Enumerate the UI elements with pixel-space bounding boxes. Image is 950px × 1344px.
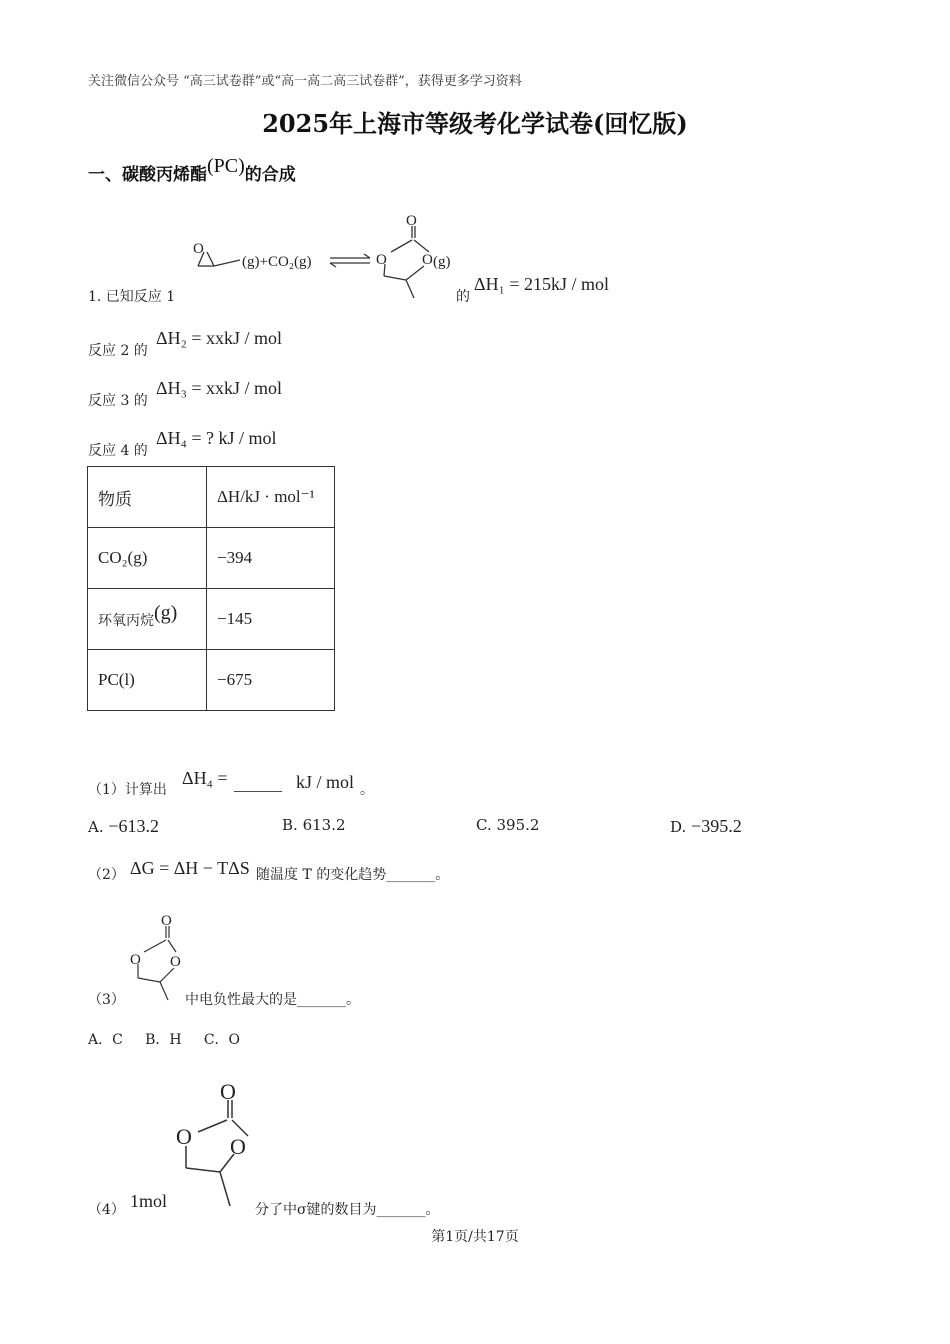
table-row (88, 589, 335, 650)
sub4-prefix: （4） (88, 1202, 125, 1218)
svg-text:O: O (220, 1079, 236, 1104)
option-c: C. 395.2 (476, 816, 540, 834)
cell-value: −394 (207, 528, 335, 589)
reactant-label: (g)+CO₂(g) (242, 254, 312, 270)
cell-substance: PC(l) (88, 650, 207, 711)
q1-intro: 1. 已知反应 1 (88, 289, 176, 305)
r2-label: 反应 2 的 (88, 343, 148, 359)
header-dh: ΔH/kJ · mol⁻¹ (207, 467, 335, 528)
svg-text:O: O (376, 252, 387, 268)
table-row (88, 650, 335, 711)
svg-text:O: O (170, 954, 181, 970)
cell-substance-phase: (g) (154, 601, 178, 624)
sub3-prefix: （3） (88, 992, 125, 1008)
propylene-oxide-structure (198, 252, 240, 266)
sub1-formula: ΔH₄ = (182, 768, 228, 788)
table-row (88, 528, 335, 589)
svg-text:O: O (422, 252, 433, 268)
option-c-value: 395.2 (496, 816, 540, 834)
svg-text:O: O (176, 1124, 192, 1149)
equilibrium-arrow (330, 254, 370, 267)
table-header-row (88, 467, 335, 528)
cell-value: −145 (207, 589, 335, 650)
svg-text:O: O (161, 913, 172, 929)
option-d: D. −395.2 (670, 816, 742, 836)
reaction-1-scheme (188, 208, 458, 304)
enthalpy-table (87, 466, 335, 711)
page-footer: 第1页/共17页 (431, 1229, 519, 1245)
option-a: A. −613.2 (88, 816, 160, 836)
sub1-blank: ______ (234, 777, 282, 794)
svg-text:O: O (406, 213, 417, 229)
q1-dh1: ΔH₁ = 215kJ / mol (474, 274, 610, 294)
option-b-value: 613.2 (302, 816, 346, 834)
r3-dh: ΔH₃ = xxkJ / mol (156, 378, 283, 398)
r3-label: 反应 3 的 (88, 393, 148, 409)
sub2-formula: ΔG = ΔH − TΔS (130, 858, 250, 878)
sub2-text: 随温度 T 的变化趋势_______。 (256, 867, 450, 883)
sub2-prefix: （2） (88, 867, 125, 883)
header-notice: 关注微信公众号 “高三试卷群”或“高一高二高三试卷群”，获得更多学习资料 (88, 74, 522, 89)
sub1-unit: kJ / mol (296, 772, 355, 792)
r4-dh: ΔH₄ = ? kJ / mol (156, 428, 277, 448)
sub1-end: 。 (360, 782, 374, 798)
sub3-options: A．C B．H C．O (88, 1032, 241, 1048)
section-heading-prefix: 一、碳酸丙烯酯 (88, 165, 207, 185)
page-title: 2025年上海市等级考化学试卷(回忆版) (262, 109, 688, 138)
section-heading-formula: (PC) (207, 155, 245, 177)
sub3-text: 中电负性最大的是_______。 (185, 992, 360, 1008)
cell-value: −675 (207, 650, 335, 711)
option-d-value: −395.2 (691, 816, 742, 836)
sub4-pc-structure (168, 1072, 258, 1212)
option-a-value: −613.2 (108, 816, 160, 836)
section-heading-suffix: 的合成 (244, 165, 296, 185)
q1-dh1-of: 的 (456, 289, 470, 305)
cell-substance: CO₂(g) (88, 528, 207, 589)
header-substance: 物质 (88, 467, 207, 528)
svg-text:O: O (230, 1134, 246, 1159)
section-heading (88, 155, 296, 186)
sub4-amount: 1mol (130, 1191, 168, 1211)
sub1-prefix: （1）计算出 (88, 782, 167, 798)
r4-label: 反应 4 的 (88, 443, 148, 459)
cell-substance-cn: 环氧丙烷 (98, 612, 154, 629)
sub4-text: 分了中σ键的数目为_______。 (255, 1202, 440, 1218)
r2-dh: ΔH₂ = xxkJ / mol (156, 328, 283, 348)
cell-substance (88, 589, 207, 650)
svg-text:O: O (130, 952, 141, 968)
svg-text:O: O (193, 241, 204, 257)
product-phase: (g) (433, 254, 451, 270)
option-b: B. 613.2 (282, 816, 346, 834)
sub3-pc-structure (124, 908, 188, 1004)
